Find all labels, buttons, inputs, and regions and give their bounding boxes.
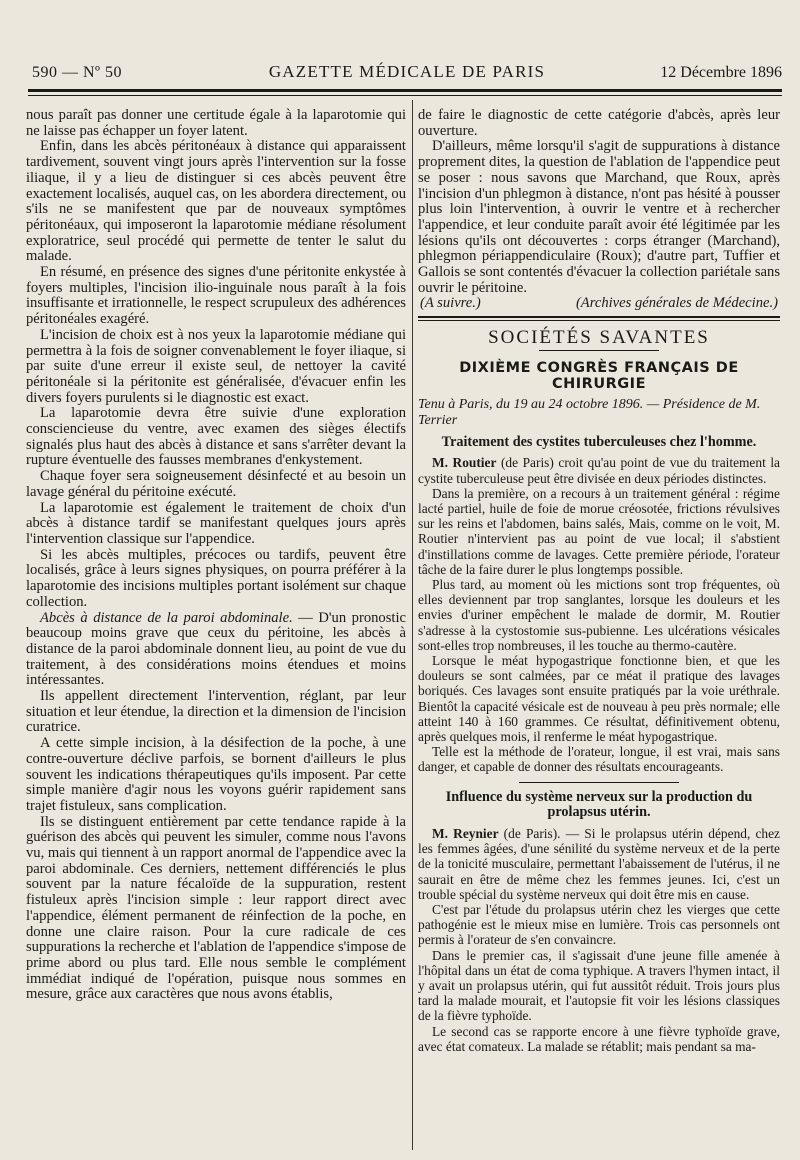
author-name: M. Reynier (432, 826, 499, 842)
paragraph: Ils se distinguent entièrement par cette tendance rapide à la guérison des abcès qui peuvent les simuler, comme nous l'avons vu, mais qui tiennent à un rapport anormal de l'appendice avec la paroi abdominale. Ces derniers, nettement différenciés le plus souvent par la nature fécaloïde de la suppuration, restent fistuleux après l'incision simple : leur rapport direct avec l'appendice, élément permanent de réinfection de la poche, en donne une claire raison. Pour la cure radicale de ces suppurations la recherche et l'ablation de l'appendice s'impose de prime abord ou plus tard. Elle nous semble le complément immédiat indiqué de l'opération, puisque nous sommes en mesure, grâce aux caractères que nous avons établis, (26, 813, 406, 1003)
left-column (26, 108, 406, 1003)
congress-dates: Tenu à Paris, du 19 au 24 octobre 1896. — Présidence de M. Terrier (418, 397, 761, 428)
paragraph: C'est par l'étude du prolapsus utérin chez les vierges que cette pathogénie est le mieux mise en lumière. Trois cas personnels ont permis à l'orateur de s'en convaincre. (418, 902, 780, 948)
paragraph: Enfin, dans les abcès péritonéaux à distance qui apparaissent tardivement, souvent vingt jours après l'intervention sur la fosse iliaque, il y a lieu de distinguer si ces abcès peuvent être exactement localisés, auquel cas, on les abordera directement, ou s'ils ne se manifestent que par de nouveaux symptômes péritonéaux, qui imposeront la laparotomie médiane résolument exploratrice, seul procédé qui permette de tenter le salut du malade. (26, 138, 406, 265)
article-separator (519, 782, 679, 783)
paragraph: Si les abcès multiples, précoces ou tardifs, peuvent être localisés, grâce à leurs signes physiques, on pourra préférer à la laparotomie des incisions multiples portant isolément sur chaque collection. (26, 546, 406, 610)
paragraph: Plus tard, au moment où les mictions sont trop fréquentes, où elles deviennent par trop sanglantes, lorsque les douleurs et les envies d'uriner empêchent le malade de dormir, M. Routier s'adresse à la cystostomie sus-pubienne. Les ulcérations vésicales sont-elles trop nombreuses, il les touche au thermo-cautère. (418, 576, 780, 653)
paragraph: Telle est la méthode de l'orateur, longue, il est vrai, mais sans danger, et capable de donner des résultats encourageants. (418, 744, 780, 775)
paragraph (418, 455, 780, 485)
column-divider (412, 100, 413, 1150)
paragraph-text: — D'un pronostic beaucoup moins grave que ceux du péritoine, les abcès à distance de la paroi abdominale donnent lieu, au point de vue du traitement, à des considérations moins étendues et moins intéressantes. (26, 609, 406, 689)
paragraph: Dans le premier cas, il s'agissait d'une jeune fille amenée à l'hôpital dans un état de coma typhique. A travers l'hymen intact, il y avait un prolapsus utérin, qui fut aussitôt réduit. Trois jours plus tard la malade mourait, et l'autopsie fit voir les lésions classiques de la fièvre typhoïde. (418, 947, 780, 1024)
section-title: SOCIÉTÉS SAVANTES (488, 327, 710, 349)
subheading-inline: Abcès à distance de la paroi abdominale. (40, 609, 293, 626)
section-rule-thin (418, 320, 780, 321)
paragraph: Dans la première, on a recours à un traitement général : régime lacté partiel, huile de foie de morue créosotée, frictions révulsives sur les reins et l'abdomen, bains salés, Mais, comme on le voit, M. Routier n'intervient pas au point de vue local; il s'abstient d'instillations comme de lavages. Cette première période, l'orateur tâche de la faire durer le plus longtemps possible. (418, 485, 780, 577)
paragraph: nous paraît pas donner une certitude égale à la laparotomie qui ne laisse pas échapper un foyer latent. (26, 107, 406, 139)
paragraph: de faire le diagnostic de cette catégorie d'abcès, après leur ouverture. (418, 107, 780, 139)
right-column (418, 108, 780, 1054)
paragraph: Lorsque le méat hypogastrique fonctionne bien, et que les douleurs se sont calmées, par ce méat il pratique des lavages boriqués. Ces lavages sont ensuite pratiqués par la voie uréthrale. Bientôt la capacité vésicale est de nouveau à peu près normale; elle atteint 140 à 160 grammes. Ce résultat, définitivement obtenu, après quelques mois, il renferme le méat hypogastrique. (418, 653, 780, 745)
short-rule (539, 350, 659, 351)
page-number: 590 — Nº 50 (32, 64, 123, 81)
paragraph (418, 826, 780, 902)
article-title: Traitement des cystites tuberculeuses chez l'homme. (441, 433, 757, 450)
journal-title: GAZETTE MÉDICALE DE PARIS (268, 62, 546, 81)
paragraph: L'incision de choix est à nos yeux la laparotomie médiane qui permettra à la fois de soigner convenablement le foyer iliaque, si par suite d'une erreur il existe seul, de nettoyer la cavité péritonéale si la péritonite est généralisée, d'évacuer enfin les divers foyers purulents si le diagnostic est exact. (26, 326, 406, 406)
author-name: M. Routier (432, 455, 497, 471)
citation-line (420, 296, 778, 312)
paragraph: D'ailleurs, même lorsqu'il s'agit de suppurations à distance proprement dites, la question de l'ablation de l'appendice peut se poser : nous savons que Marchand, que Roux, après l'incision d'un phlegmon à distance, n'ont pas hésité à pousser plus loin l'intervention, à ouvrir le ventre et à rechercher l'appendice, et leur conduite paraît avoir été légitimée par les lésions qu'ils ont découvertes : corps étranger (Marchand), phlegmon périappendiculaire (Roux); d'autre part, Tuffier et Gallois se sont contentés d'évacuer la collection pariétale sans ouvrir le péritoine. (418, 138, 780, 296)
congress-title: DIXIÈME CONGRÈS FRANÇAIS DE CHIRURGIE (459, 359, 739, 392)
to-be-continued: (A suivre.) (420, 295, 481, 312)
paragraph: A cette simple incision, à la désifection de la poche, à une contre-ouverture déclive parfois, se bornent d'ailleurs le plus souvent les indications thérapeutiques qu'ils imposent. Par cette simple manière d'agir nous les voyons guérir rapidement sans trajet fistuleux, sans complication. (26, 735, 406, 814)
paragraph: La laparotomie devra être suivie d'une exploration consciencieuse du ventre, avec examen des sièges électifs signalés plus haut des abcès à distance et sans s'arrêter devant la rupture éventuelle des fausses membranes d'enkystement. (26, 405, 406, 469)
header-rule (28, 89, 782, 92)
header-rule-thin (28, 95, 782, 96)
section-rule (418, 316, 780, 318)
source-citation: (Archives générales de Médecine.) (575, 295, 778, 312)
paragraph-text: (de Paris) croit qu'au point de vue du traitement la cystite tuberculeuse peut être divisée en deux périodes distinctes. (418, 455, 780, 486)
paragraph: La laparotomie est également le traitement de choix d'un abcès à distance tardif se manifestant quelques jours après l'intervention classique sur l'appendice. (26, 499, 406, 547)
paragraph: En résumé, en présence des signes d'une péritonite enkystée à foyers multiples, l'incision ilio-inguinale nous paraît à la fois insuffisante et irrationnelle, le respect scrupuleux des adhérences péritonéales exagéré. (26, 264, 406, 328)
paragraph-abces-paroi (26, 611, 406, 690)
paragraph-text: (de Paris). — Si le prolapsus utérin dépend, chez les femmes âgées, d'une sénilité du système nerveux et de la perte de la tonicité musculaire, permettant l'abaissement de l'utérus, il ne saurait en être de même chez les femmes jeunes. Ici, c'est un trouble spécial du système nerveux qui doit être mis en cause. (418, 826, 780, 902)
paragraph: Ils appellent directement l'intervention, réglant, par leur situation et leur étendue, la direction et la dimension de l'incision curatrice. (26, 688, 406, 736)
paragraph: Chaque foyer sera soigneusement désinfecté et au besoin un lavage général du péritoine exécuté. (26, 468, 406, 500)
paragraph: Le second cas se rapporte encore à une fièvre typhoïde grave, avec état comateux. La malade se rétablit; mais pendant sa ma- (418, 1023, 780, 1054)
running-header (32, 62, 782, 82)
article-title: Influence du système nerveux sur la production du prolapsus utérin. (445, 788, 753, 821)
issue-date: 12 Décembre 1896 (660, 64, 782, 81)
